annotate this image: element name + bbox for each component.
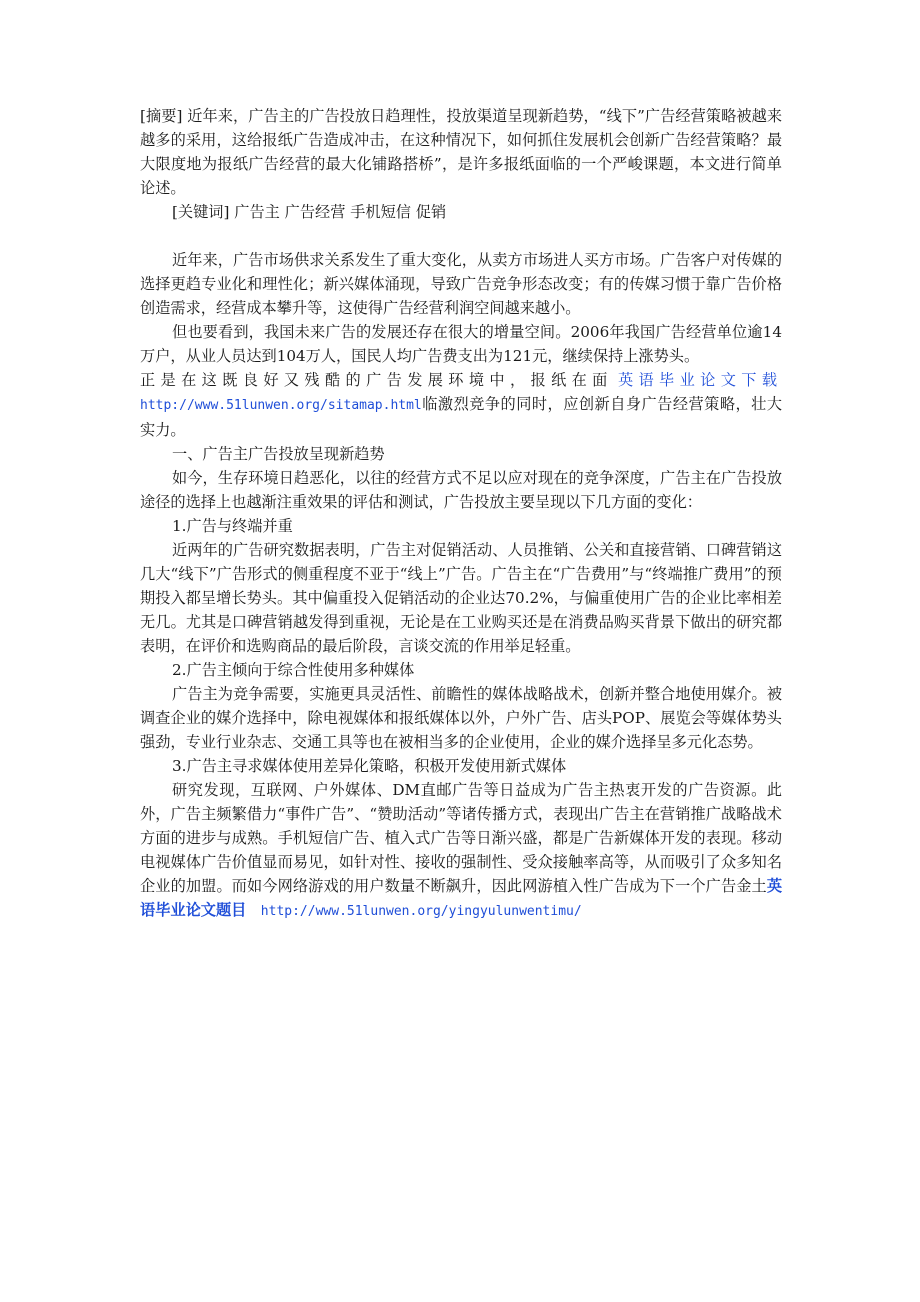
keyword-item: 广告经营 bbox=[284, 203, 346, 221]
abstract-label: [摘要] bbox=[140, 107, 183, 125]
keywords-label: [关键词] bbox=[172, 203, 230, 221]
blank-line bbox=[140, 224, 782, 248]
body-paragraph bbox=[140, 320, 782, 442]
thesis-topic-link[interactable]: 英语毕业论文题目 bbox=[140, 877, 782, 919]
body-paragraph: 近两年的广告研究数据表明，广告主对促销活动、人员推销、公关和直接营销、口碑营销这几大“线下”广告形式的侧重程度不亚于“线上”广告。广告主在“广告费用”与“终端推广费用”的预期投入都呈增长势头。其中偏重投入促销活动的企业达70.2%，与偏重使用广告的企业比率相差无几。尤其是口碑营销越发得到重视，无论是在工业购买还是在消费品购买背景下做出的研究都表明，在评价和选购商品的最后阶段，言谈交流的作用举足轻重。 bbox=[140, 541, 782, 655]
subsection-heading: 2.广告主倾向于综合性使用多种媒体 bbox=[172, 661, 415, 679]
paragraph-text: 正是在这既良好又残酷的广告发展环境中，报纸在面 bbox=[140, 371, 613, 389]
keyword-item: 手机短信 bbox=[350, 203, 411, 221]
body-paragraph: 如今，生存环境日趋恶化，以往的经营方式不足以应对现在的竞争深度，广告主在广告投放途径的选择上也越渐注重效果的评估和测试，广告投放主要呈现以下几方面的变化： bbox=[140, 469, 782, 511]
abstract-paragraph bbox=[140, 104, 782, 200]
subsection-heading: 3.广告主寻求媒体使用差异化策略，积极开发使用新式媒体 bbox=[172, 757, 567, 775]
paragraph-text: 临激烈竞争的同时，应创新自身广告经营策略，壮大实力。 bbox=[140, 395, 782, 439]
paragraph-text: 但也要看到，我国未来广告的发展还存在很大的增量空间。2006年我国广告经营单位逾14万户，从业人员达到104万人，国民人均广告费支出为121元，继续保持上涨势头。 bbox=[140, 323, 782, 365]
keyword-item: 促销 bbox=[415, 203, 447, 221]
body-paragraph: 广告主为竞争需要，实施更具灵活性、前瞻性的媒体战略战术，创新并整合地使用媒介。被调查企业的媒介选择中，除电视媒体和报纸媒体以外，户外广告、店头POP、展览会等媒体势头强劲，专业行业杂志、交通工具等也在被相当多的企业使用，企业的媒介选择呈多元化态势。 bbox=[140, 685, 782, 751]
body-paragraph bbox=[140, 778, 782, 924]
body-paragraph: 近年来，广告市场供求关系发生了重大变化，从卖方市场进人买方市场。广告客户对传媒的选择更趋专业化和理性化；新兴媒体涌现，导致广告竞争形态改变；有的传媒习惯于靠广告价格创造需求，经营成本攀升等，这使得广告经营利润空间越来越小。 bbox=[140, 251, 782, 317]
section-heading: 一、广告主广告投放呈现新趋势 bbox=[172, 445, 385, 463]
paragraph-text: 研究发现，互联网、户外媒体、DM直邮广告等日益成为广告主热衷开发的广告资源。此外，广告主频繁借力“事件广告”、“赞助活动”等诸传播方式，表现出广告主在营销推广战略战术方面的进步与成熟。手机短信广告、植入式广告等日渐兴盛，都是广告新媒体开发的表现。移动电视媒体广告价值显而易见，如针对性、接收的强制性、受众接触率高等，从而吸引了众多知名企业的加盟。而如今网络游戏的用户数量不断飙升，因此网游植入性广告成为下一个广告金土 bbox=[140, 781, 782, 895]
subsection-heading: 1.广告与终端并重 bbox=[172, 517, 293, 535]
sitemap-url-link[interactable]: http://www.51lunwen.org/sitamap.html bbox=[140, 398, 422, 413]
thesis-topic-url-link[interactable]: http://www.51lunwen.org/yingyulunwentimu/ bbox=[260, 904, 582, 919]
keywords-line bbox=[140, 200, 782, 224]
abstract-text: 近年来，广告主的广告投放日趋理性，投放渠道呈现新趋势，“线下”广告经营策略被越来越多的采用，这给报纸广告造成冲击，在这种情况下，如何抓住发展机会创新广告经营策略？最大限度地为报纸广告经营的最大化铺路搭桥”，是许多报纸面临的一个严峻课题，本文进行简单论述。 bbox=[140, 107, 783, 197]
keyword-item: 广告主 bbox=[234, 203, 280, 221]
download-link[interactable]: 英语毕业论文下载 bbox=[617, 371, 783, 389]
document-body bbox=[140, 104, 782, 924]
